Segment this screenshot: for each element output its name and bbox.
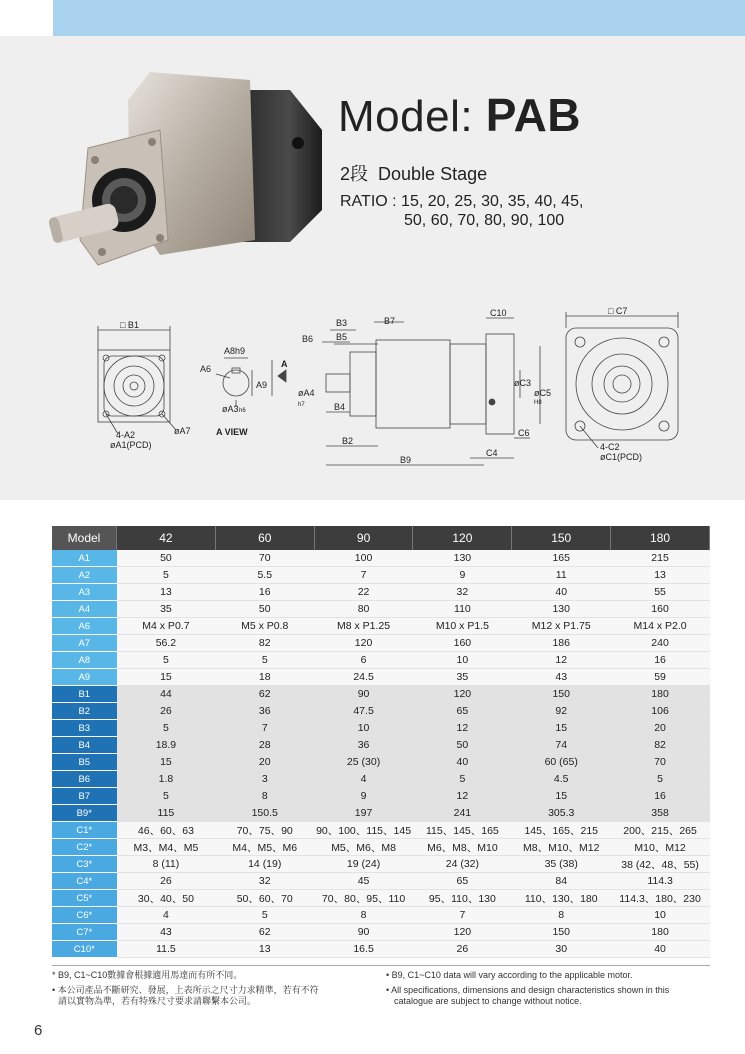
note-cn-2b: 請以實物為準，若有特殊尺寸要求請聯繫本公司。 bbox=[58, 996, 257, 1006]
table-cell: 35 bbox=[413, 669, 512, 686]
table-cell: M4、M5、M6 bbox=[215, 839, 314, 856]
table-cell: 5 bbox=[117, 652, 216, 669]
table-cell: M6、M8、M10 bbox=[413, 839, 512, 856]
note-en-2a: • All specifications, dimensions and design characteristics shown in this bbox=[386, 985, 670, 995]
gearbox-product-image bbox=[40, 60, 325, 270]
table-row bbox=[52, 873, 710, 890]
table-row bbox=[52, 550, 710, 567]
table-row bbox=[52, 635, 710, 652]
label-c3: øC3 bbox=[514, 378, 532, 388]
table-cell: 30、40、50 bbox=[117, 890, 216, 907]
table-cell: 10 bbox=[611, 907, 710, 924]
table-cell: M4 x P0.7 bbox=[117, 618, 216, 635]
table-cell: 114.3 bbox=[611, 873, 710, 890]
ratio-line-2: 50, 60, 70, 80, 90, 100 bbox=[404, 212, 565, 229]
table-cell: 9 bbox=[413, 567, 512, 584]
table-cell: 20 bbox=[215, 754, 314, 771]
table-cell: 44 bbox=[117, 686, 216, 703]
table-cell: 40 bbox=[611, 941, 710, 958]
table-row bbox=[52, 822, 710, 839]
column-header-size: 90 bbox=[314, 526, 413, 550]
row-label: C4* bbox=[52, 873, 117, 890]
table-cell: 13 bbox=[117, 584, 216, 601]
table-row bbox=[52, 856, 710, 873]
table-cell: 358 bbox=[611, 805, 710, 822]
table-cell: 47.5 bbox=[314, 703, 413, 720]
table-cell: 26 bbox=[117, 873, 216, 890]
page-number: 6 bbox=[34, 1022, 43, 1039]
table-row bbox=[52, 941, 710, 958]
table-cell: 10 bbox=[413, 652, 512, 669]
table-cell: 90、100、115、145 bbox=[314, 822, 413, 839]
table-cell: 115、145、165 bbox=[413, 822, 512, 839]
table-cell: 55 bbox=[611, 584, 710, 601]
table-cell: 60 (65) bbox=[512, 754, 611, 771]
table-cell: 8 bbox=[512, 907, 611, 924]
table-cell: 18 bbox=[215, 669, 314, 686]
label-c7: □ C7 bbox=[608, 306, 628, 316]
table-cell: 5 bbox=[413, 771, 512, 788]
table-cell: 38 (42、48、55) bbox=[611, 856, 710, 873]
table-cell: 15 bbox=[117, 754, 216, 771]
table-cell: 4 bbox=[117, 907, 216, 924]
table-cell: 110 bbox=[413, 601, 512, 618]
table-cell: 18.9 bbox=[117, 737, 216, 754]
table-cell: M8、M10、M12 bbox=[512, 839, 611, 856]
table-cell: 16 bbox=[611, 788, 710, 805]
label-b4: B4 bbox=[334, 402, 346, 412]
table-row bbox=[52, 771, 710, 788]
table-cell: 5 bbox=[117, 720, 216, 737]
table-cell: 35 bbox=[117, 601, 216, 618]
table-cell: 120 bbox=[413, 686, 512, 703]
table-cell: 30 bbox=[512, 941, 611, 958]
row-label: B6 bbox=[52, 771, 117, 788]
table-cell: 8 bbox=[215, 788, 314, 805]
column-header-size: 120 bbox=[413, 526, 512, 550]
table-cell: 95、110、130 bbox=[413, 890, 512, 907]
table-cell: 3 bbox=[215, 771, 314, 788]
model-name: PAB bbox=[485, 89, 582, 141]
column-header-size: 150 bbox=[512, 526, 611, 550]
table-cell: 35 (38) bbox=[512, 856, 611, 873]
row-label: C2* bbox=[52, 839, 117, 856]
table-cell: 120 bbox=[314, 635, 413, 652]
table-cell: 197 bbox=[314, 805, 413, 822]
table-cell: 1.8 bbox=[117, 771, 216, 788]
table-cell: 11.5 bbox=[117, 941, 216, 958]
table-cell: 12 bbox=[413, 720, 512, 737]
table-cell: 110、130、180 bbox=[512, 890, 611, 907]
table-cell: 70 bbox=[215, 550, 314, 567]
table-cell: M5、M6、M8 bbox=[314, 839, 413, 856]
table-header-row bbox=[52, 526, 710, 550]
table-cell: 16 bbox=[611, 652, 710, 669]
row-label: C10* bbox=[52, 941, 117, 958]
stage-cn: 2段 bbox=[340, 164, 369, 184]
row-label: B5 bbox=[52, 754, 117, 771]
ratio-line-1: RATIO : 15, 20, 25, 30, 35, 40, 45, bbox=[340, 193, 584, 210]
table-cell: 120 bbox=[413, 924, 512, 941]
stage-line bbox=[340, 160, 487, 186]
table-cell: 6 bbox=[314, 652, 413, 669]
table-cell: 241 bbox=[413, 805, 512, 822]
table-cell: 59 bbox=[611, 669, 710, 686]
table-cell: 106 bbox=[611, 703, 710, 720]
table-cell: 150.5 bbox=[215, 805, 314, 822]
label-b7: B7 bbox=[384, 316, 396, 326]
row-label: B3 bbox=[52, 720, 117, 737]
table-cell: M12 x P1.75 bbox=[512, 618, 611, 635]
specification-table bbox=[52, 526, 710, 958]
label-c2: 4-C2 bbox=[600, 442, 620, 452]
row-label: A2 bbox=[52, 567, 117, 584]
table-cell: 145、165、215 bbox=[512, 822, 611, 839]
label-b6: B6 bbox=[302, 334, 314, 344]
table-cell: 46、60、63 bbox=[117, 822, 216, 839]
table-cell: 43 bbox=[512, 669, 611, 686]
label-a4-tol: h7 bbox=[298, 402, 305, 408]
table-cell: 15 bbox=[512, 720, 611, 737]
table-cell: 4 bbox=[314, 771, 413, 788]
table-cell: 82 bbox=[611, 737, 710, 754]
table-cell: 150 bbox=[512, 924, 611, 941]
table-cell: 7 bbox=[314, 567, 413, 584]
label-b5: B5 bbox=[336, 332, 348, 342]
label-c5: øC5 bbox=[534, 388, 552, 398]
table-cell: M10 x P1.5 bbox=[413, 618, 512, 635]
column-header-size: 180 bbox=[611, 526, 710, 550]
table-cell: 13 bbox=[611, 567, 710, 584]
row-label: C6* bbox=[52, 907, 117, 924]
table-cell: 305.3 bbox=[512, 805, 611, 822]
table-cell: 50、60、70 bbox=[215, 890, 314, 907]
table-cell: 115 bbox=[117, 805, 216, 822]
row-label: C5* bbox=[52, 890, 117, 907]
table-cell: 22 bbox=[314, 584, 413, 601]
note-cn-1: * B9, C1~C10數據會根據適用馬達而有所不同。 bbox=[52, 970, 243, 980]
table-cell: 13 bbox=[215, 941, 314, 958]
table-row bbox=[52, 584, 710, 601]
table-cell: 180 bbox=[611, 924, 710, 941]
table-cell: 15 bbox=[512, 788, 611, 805]
label-a7: øA7 bbox=[174, 426, 191, 436]
table-row bbox=[52, 924, 710, 941]
table-cell: 16 bbox=[215, 584, 314, 601]
table-row bbox=[52, 618, 710, 635]
table-cell: 45 bbox=[314, 873, 413, 890]
note-cn-2a: • 本公司產品不斷研究、發展，上表所示之尺寸力求精準，若有不符 bbox=[52, 985, 319, 995]
label-b9: B9 bbox=[400, 455, 412, 465]
table-cell: 8 bbox=[314, 907, 413, 924]
column-header-size: 42 bbox=[117, 526, 216, 550]
label-a6: A6 bbox=[200, 364, 212, 374]
table-row bbox=[52, 754, 710, 771]
row-label: A1 bbox=[52, 550, 117, 567]
table-cell: 180 bbox=[611, 686, 710, 703]
table-cell: 240 bbox=[611, 635, 710, 652]
table-cell: 26 bbox=[413, 941, 512, 958]
table-row bbox=[52, 805, 710, 822]
table-cell: 10 bbox=[314, 720, 413, 737]
label-a8: A8h9 bbox=[224, 346, 246, 356]
table-cell: M8 x P1.25 bbox=[314, 618, 413, 635]
table-cell: 9 bbox=[314, 788, 413, 805]
table-row bbox=[52, 839, 710, 856]
table-cell: 80 bbox=[314, 601, 413, 618]
table-cell: 165 bbox=[512, 550, 611, 567]
table-cell: 62 bbox=[215, 686, 314, 703]
table-cell: 28 bbox=[215, 737, 314, 754]
table-cell: 4.5 bbox=[512, 771, 611, 788]
table-cell: 26 bbox=[117, 703, 216, 720]
table-cell: 8 (11) bbox=[117, 856, 216, 873]
table-cell: 65 bbox=[413, 873, 512, 890]
table-row bbox=[52, 788, 710, 805]
table-cell: 19 (24) bbox=[314, 856, 413, 873]
table-row bbox=[52, 686, 710, 703]
label-a3: øA3 bbox=[222, 404, 239, 414]
notes-divider bbox=[52, 965, 710, 966]
row-label: B7 bbox=[52, 788, 117, 805]
table-cell: 215 bbox=[611, 550, 710, 567]
label-c10: C10 bbox=[490, 308, 507, 318]
model-title bbox=[338, 88, 581, 142]
row-label: A8 bbox=[52, 652, 117, 669]
table-cell: M3、M4、M5 bbox=[117, 839, 216, 856]
column-header-size: 60 bbox=[215, 526, 314, 550]
table-cell: 130 bbox=[413, 550, 512, 567]
row-label: C1* bbox=[52, 822, 117, 839]
table-cell: 50 bbox=[215, 601, 314, 618]
table-cell: 62 bbox=[215, 924, 314, 941]
table-cell: 40 bbox=[413, 754, 512, 771]
table-row bbox=[52, 890, 710, 907]
table-cell: 32 bbox=[215, 873, 314, 890]
table-body bbox=[52, 550, 710, 958]
label-c5-tol: H8 bbox=[534, 400, 542, 406]
table-cell: M5 x P0.8 bbox=[215, 618, 314, 635]
row-label: A3 bbox=[52, 584, 117, 601]
label-a-marker: A bbox=[281, 359, 288, 369]
table-row bbox=[52, 669, 710, 686]
table-cell: 24 (32) bbox=[413, 856, 512, 873]
table-cell: 114.3、180、230 bbox=[611, 890, 710, 907]
table-cell: 74 bbox=[512, 737, 611, 754]
table-row bbox=[52, 703, 710, 720]
table-row bbox=[52, 601, 710, 618]
model-prefix: Model: bbox=[338, 92, 486, 141]
table-cell: 7 bbox=[413, 907, 512, 924]
row-label: A6 bbox=[52, 618, 117, 635]
table-cell: 16.5 bbox=[314, 941, 413, 958]
row-label: A9 bbox=[52, 669, 117, 686]
table-cell: 92 bbox=[512, 703, 611, 720]
stage-en: Double Stage bbox=[378, 164, 488, 184]
table-cell: 5 bbox=[117, 788, 216, 805]
label-a3-tol: h6 bbox=[239, 408, 246, 414]
table-cell: 24.5 bbox=[314, 669, 413, 686]
dimension-drawings bbox=[0, 300, 745, 480]
table-cell: 70 bbox=[611, 754, 710, 771]
label-b2: B2 bbox=[342, 436, 354, 446]
table-cell: 65 bbox=[413, 703, 512, 720]
table-cell: 5 bbox=[215, 907, 314, 924]
table-cell: 11 bbox=[512, 567, 611, 584]
table-row bbox=[52, 907, 710, 924]
table-cell: 84 bbox=[512, 873, 611, 890]
table-cell: M10、M12 bbox=[611, 839, 710, 856]
table-cell: 12 bbox=[413, 788, 512, 805]
label-c6: C6 bbox=[518, 428, 530, 438]
table-cell: 20 bbox=[611, 720, 710, 737]
table-cell: 130 bbox=[512, 601, 611, 618]
table-cell: 50 bbox=[117, 550, 216, 567]
table-cell: 43 bbox=[117, 924, 216, 941]
table-row bbox=[52, 567, 710, 584]
label-b3: B3 bbox=[336, 318, 348, 328]
row-label: B2 bbox=[52, 703, 117, 720]
label-b1: □ B1 bbox=[120, 320, 139, 330]
note-en-2b: catalogue are subject to change without notice. bbox=[394, 996, 582, 1006]
table-cell: 12 bbox=[512, 652, 611, 669]
row-label: C7* bbox=[52, 924, 117, 941]
top-accent-bar bbox=[53, 0, 745, 36]
table-row bbox=[52, 652, 710, 669]
table-cell: 36 bbox=[314, 737, 413, 754]
table-cell: 7 bbox=[215, 720, 314, 737]
table-cell: 25 (30) bbox=[314, 754, 413, 771]
table-cell: 90 bbox=[314, 686, 413, 703]
table-cell: 160 bbox=[611, 601, 710, 618]
label-a-view: A VIEW bbox=[216, 427, 248, 437]
label-a4: øA4 bbox=[298, 388, 315, 398]
column-header-model: Model bbox=[52, 526, 117, 550]
table-cell: 50 bbox=[413, 737, 512, 754]
table-cell: 14 (19) bbox=[215, 856, 314, 873]
table-cell: 70、75、90 bbox=[215, 822, 314, 839]
label-c4: C4 bbox=[486, 448, 498, 458]
table-cell: 5 bbox=[215, 652, 314, 669]
label-a2: 4-A2 bbox=[116, 430, 136, 440]
table-row bbox=[52, 720, 710, 737]
row-label: B1 bbox=[52, 686, 117, 703]
label-a1: øA1(PCD) bbox=[110, 440, 152, 450]
row-label: C3* bbox=[52, 856, 117, 873]
row-label: A4 bbox=[52, 601, 117, 618]
table-cell: 90 bbox=[314, 924, 413, 941]
label-a9: A9 bbox=[256, 380, 268, 390]
table-cell: 150 bbox=[512, 686, 611, 703]
table-cell: 5.5 bbox=[215, 567, 314, 584]
row-label: A7 bbox=[52, 635, 117, 652]
table-cell: M14 x P2.0 bbox=[611, 618, 710, 635]
table-cell: 160 bbox=[413, 635, 512, 652]
table-row bbox=[52, 737, 710, 754]
table-cell: 82 bbox=[215, 635, 314, 652]
table-cell: 5 bbox=[117, 567, 216, 584]
table-cell: 32 bbox=[413, 584, 512, 601]
table-cell: 15 bbox=[117, 669, 216, 686]
table-cell: 40 bbox=[512, 584, 611, 601]
table-cell: 200、215、265 bbox=[611, 822, 710, 839]
table-cell: 100 bbox=[314, 550, 413, 567]
label-c1: øC1(PCD) bbox=[600, 452, 642, 462]
table-cell: 186 bbox=[512, 635, 611, 652]
table-cell: 70、80、95、110 bbox=[314, 890, 413, 907]
table-cell: 5 bbox=[611, 771, 710, 788]
table-cell: 56.2 bbox=[117, 635, 216, 652]
row-label: B9* bbox=[52, 805, 117, 822]
table-cell: 36 bbox=[215, 703, 314, 720]
note-en-1: • B9, C1~C10 data will vary according to the applicable motor. bbox=[386, 970, 633, 980]
row-label: B4 bbox=[52, 737, 117, 754]
